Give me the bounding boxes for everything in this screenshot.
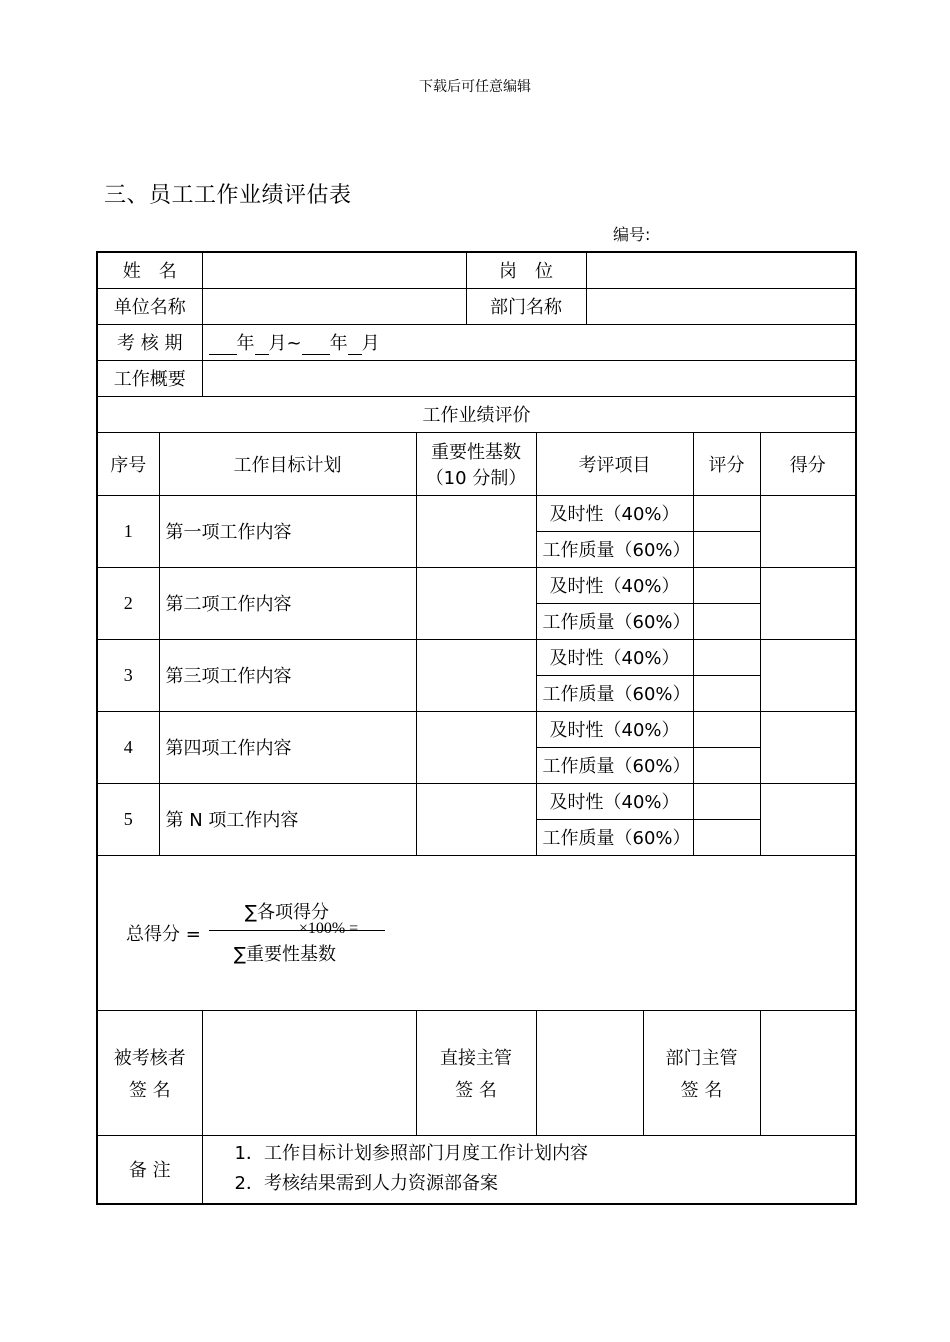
score-field[interactable] [760, 567, 856, 639]
total-score-cell [97, 855, 856, 1010]
row-period [97, 324, 856, 360]
note-line-1: 1．工作目标计划参照部门月度工作计划内容 [234, 1143, 588, 1165]
row-weight-field[interactable] [416, 567, 536, 639]
formula-tail: ×100% = [298, 919, 359, 937]
year-unit-2: 年 [329, 333, 348, 354]
name-field[interactable] [202, 252, 466, 288]
evaluation-form-table [96, 251, 857, 1205]
month-blank-1[interactable] [255, 333, 269, 355]
rating-field[interactable] [693, 495, 760, 531]
row-content: 第二项工作内容 [159, 567, 416, 639]
assessee-signature-label [97, 1010, 202, 1135]
row-content: 第 N 项工作内容 [159, 783, 416, 855]
rating-field[interactable] [693, 711, 760, 747]
period-field[interactable] [202, 324, 856, 360]
dept-head-signature-label [643, 1010, 760, 1135]
row-weight-field[interactable] [416, 783, 536, 855]
col-header-item: 考评项目 [536, 432, 693, 495]
page-title: 三、员工工作业绩评估表 [104, 183, 352, 208]
year-unit-1: 年 [236, 333, 255, 354]
year-blank-2[interactable] [302, 333, 330, 355]
supervisor-label-line2: 签 名 [455, 1079, 497, 1101]
criterion-quality: 工作质量（60%） [536, 819, 693, 855]
row-column-headers [97, 432, 856, 495]
dept-head-signature-field[interactable] [760, 1010, 856, 1135]
dept-name-field[interactable] [586, 288, 856, 324]
notes-label: 备 注 [97, 1135, 202, 1204]
row-content: 第一项工作内容 [159, 495, 416, 567]
total-score-formula [126, 898, 849, 968]
criterion-timeliness: 及时性（40%） [536, 495, 693, 531]
summary-label: 工作概要 [97, 360, 202, 396]
rating-field[interactable] [693, 531, 760, 567]
criterion-quality: 工作质量（60%） [536, 531, 693, 567]
table-row [97, 495, 856, 531]
row-weight-field[interactable] [416, 495, 536, 567]
assessee-signature-field[interactable] [202, 1010, 416, 1135]
unit-name-field[interactable] [202, 288, 466, 324]
rating-field[interactable] [693, 603, 760, 639]
rating-field[interactable] [693, 639, 760, 675]
col-header-rating: 评分 [693, 432, 760, 495]
row-notes [97, 1135, 856, 1204]
criterion-quality: 工作质量（60%） [536, 747, 693, 783]
year-blank-1[interactable] [209, 333, 237, 355]
col-header-seq: 序号 [97, 432, 159, 495]
row-seq: 2 [97, 567, 159, 639]
dept-head-label-line2: 签 名 [680, 1079, 723, 1101]
formula-numerator: ∑各项得分 [244, 901, 329, 923]
supervisor-signature-label [416, 1010, 536, 1135]
weight-header-line2: （10 分制） [425, 467, 527, 489]
row-signatures [97, 1010, 856, 1135]
fraction-bar [209, 930, 385, 931]
section-title: 工作业绩评价 [97, 396, 856, 432]
rating-field[interactable] [693, 675, 760, 711]
row-seq: 5 [97, 783, 159, 855]
row-weight-field[interactable] [416, 639, 536, 711]
table-row [97, 711, 856, 747]
rating-field[interactable] [693, 819, 760, 855]
criterion-timeliness: 及时性（40%） [536, 711, 693, 747]
row-content: 第三项工作内容 [159, 639, 416, 711]
table-row [97, 783, 856, 819]
note-line-2: 2．考核结果需到人力资源部备案 [234, 1173, 498, 1195]
position-field[interactable] [586, 252, 856, 288]
dept-head-label-line1: 部门主管 [665, 1047, 738, 1069]
score-field[interactable] [760, 639, 856, 711]
supervisor-label-line1: 直接主管 [440, 1047, 512, 1069]
row-total-score [97, 855, 856, 1010]
row-section-title [97, 396, 856, 432]
assessee-label-line1: 被考核者 [113, 1047, 186, 1069]
col-header-score: 得分 [760, 432, 856, 495]
criterion-timeliness: 及时性（40%） [536, 567, 693, 603]
rating-field[interactable] [693, 783, 760, 819]
score-field[interactable] [760, 711, 856, 783]
total-score-label: 总得分 = [126, 923, 201, 945]
period-separator: ~ [286, 333, 302, 354]
summary-field[interactable] [202, 360, 856, 396]
row-seq: 1 [97, 495, 159, 567]
score-field[interactable] [760, 783, 856, 855]
notes-content [202, 1135, 856, 1204]
month-blank-2[interactable] [348, 333, 362, 355]
criterion-timeliness: 及时性（40%） [536, 639, 693, 675]
period-label: 考 核 期 [97, 324, 202, 360]
table-row [97, 639, 856, 675]
score-field[interactable] [760, 495, 856, 567]
header-note: 下载后可任意编辑 [419, 79, 531, 95]
position-label: 岗 位 [466, 252, 586, 288]
weight-header-line1: 重要性基数 [431, 441, 521, 463]
row-seq: 3 [97, 639, 159, 711]
unit-name-label: 单位名称 [97, 288, 202, 324]
row-name [97, 252, 856, 288]
col-header-plan: 工作目标计划 [159, 432, 416, 495]
month-unit-2: 月 [361, 333, 380, 354]
formula-denominator: ∑重要性基数 [233, 943, 336, 965]
serial-number-label: 编号: [613, 225, 651, 244]
row-content: 第四项工作内容 [159, 711, 416, 783]
supervisor-signature-field[interactable] [536, 1010, 643, 1135]
assessee-label-line2: 签 名 [128, 1079, 171, 1101]
criterion-timeliness: 及时性（40%） [536, 783, 693, 819]
col-header-weight [416, 432, 536, 495]
month-unit-1: 月 [268, 333, 287, 354]
row-summary [97, 360, 856, 396]
formula-fraction [209, 898, 389, 968]
criterion-quality: 工作质量（60%） [536, 675, 693, 711]
dept-name-label: 部门名称 [466, 288, 586, 324]
row-seq: 4 [97, 711, 159, 783]
criterion-quality: 工作质量（60%） [536, 603, 693, 639]
table-row [97, 567, 856, 603]
name-label: 姓 名 [97, 252, 202, 288]
rating-field[interactable] [693, 567, 760, 603]
row-unit [97, 288, 856, 324]
row-weight-field[interactable] [416, 711, 536, 783]
rating-field[interactable] [693, 747, 760, 783]
